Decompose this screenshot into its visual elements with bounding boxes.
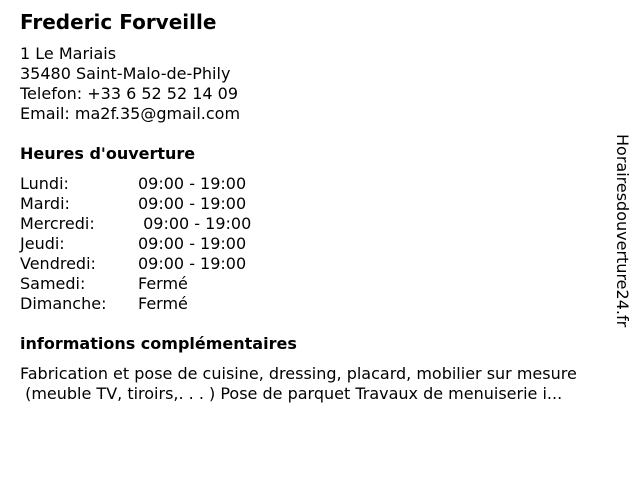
- info-heading: informations complémentaires: [20, 334, 297, 353]
- address-line-2: 35480 Saint-Malo-de-Phily: [20, 64, 231, 83]
- hours-value: Fermé: [138, 294, 188, 313]
- hours-value: Fermé: [138, 274, 188, 293]
- hours-row-thursday: [20, 234, 251, 254]
- day-label: Mercredi:: [20, 214, 95, 233]
- day-label: Mardi:: [20, 194, 70, 213]
- hours-row-wednesday: [20, 214, 251, 234]
- address-line-1: 1 Le Mariais: [20, 44, 117, 63]
- hours-row-sunday: [20, 294, 251, 314]
- hours-row-friday: [20, 254, 251, 274]
- hours-row-tuesday: [20, 194, 251, 214]
- hours-row-monday: [20, 174, 251, 194]
- hours-value: 09:00 - 19:00: [138, 254, 247, 273]
- info-description: [20, 364, 620, 404]
- phone-text: Telefon: +33 6 52 52 14 09: [20, 84, 239, 103]
- hours-value: 09:00 - 19:00: [138, 214, 252, 233]
- day-label: Dimanche:: [20, 294, 107, 313]
- hours-row-saturday: [20, 274, 251, 294]
- hours-value: 09:00 - 19:00: [138, 194, 247, 213]
- description-line-1: Fabrication et pose de cuisine, dressing, placard, mobilier sur mesure: [20, 364, 577, 383]
- business-name: Frederic Forveille: [20, 10, 217, 34]
- hours-table: [20, 174, 251, 314]
- day-label: Jeudi:: [20, 234, 65, 253]
- contact-block: [20, 44, 240, 124]
- description-line-2: (meuble TV, tiroirs,. . . ) Pose de parquet Travaux de menuiserie i...: [20, 384, 563, 403]
- hours-heading: Heures d'ouverture: [20, 144, 196, 163]
- site-watermark: Horairesdouverture24.fr: [613, 134, 632, 328]
- day-label: Vendredi:: [20, 254, 96, 273]
- hours-value: 09:00 - 19:00: [138, 234, 247, 253]
- day-label: Samedi:: [20, 274, 86, 293]
- day-label: Lundi:: [20, 174, 69, 193]
- hours-value: 09:00 - 19:00: [138, 174, 247, 193]
- email-text: Email: ma2f.35@gmail.com: [20, 104, 241, 123]
